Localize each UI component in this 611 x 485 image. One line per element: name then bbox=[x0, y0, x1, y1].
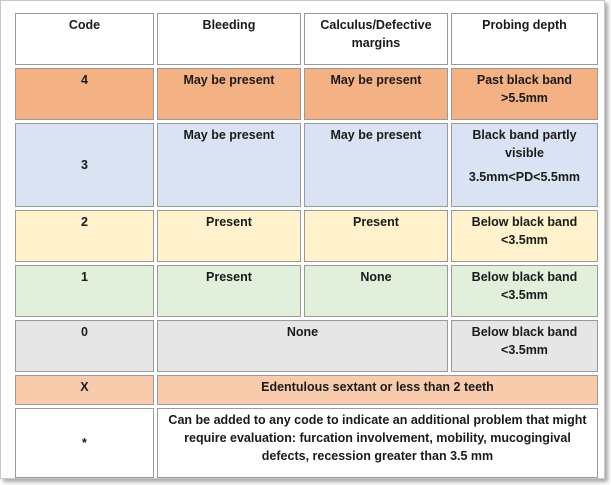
probing-line-2: <3.5mm bbox=[501, 288, 548, 302]
probing-line-2: >5.5mm bbox=[501, 91, 548, 105]
probing-line-1: Below black band bbox=[471, 215, 578, 229]
bleeding-calculus-cell: None bbox=[157, 320, 448, 372]
probing-line-2: <3.5mm bbox=[501, 233, 548, 247]
probing-cell bbox=[451, 68, 598, 120]
code-cell: * bbox=[15, 408, 154, 478]
code-cell: 1 bbox=[15, 265, 154, 317]
table-row-code-2 bbox=[15, 210, 598, 262]
bleeding-cell: Present bbox=[157, 210, 301, 262]
probing-line-2: <3.5mm bbox=[501, 343, 548, 357]
calculus-cell: Present bbox=[304, 210, 448, 262]
code-cell: 0 bbox=[15, 320, 154, 372]
probing-line-1: Below black band bbox=[471, 270, 578, 284]
table-row-code-1 bbox=[15, 265, 598, 317]
header-calculus: Calculus/Defective margins bbox=[304, 13, 448, 65]
description-cell: Can be added to any code to indicate an additional problem that might require evaluation: furcation involvement, mobility, mucogingival defects, recession greater than 3.5 mm bbox=[157, 408, 598, 478]
probing-line-1: Past black band bbox=[476, 73, 573, 87]
header-row bbox=[15, 13, 598, 65]
table-row-code-0 bbox=[15, 320, 598, 372]
header-probing-depth: Probing depth bbox=[451, 13, 598, 65]
description-cell: Edentulous sextant or less than 2 teeth bbox=[157, 375, 598, 405]
bpe-code-table bbox=[12, 10, 601, 481]
calculus-cell: None bbox=[304, 265, 448, 317]
bleeding-cell: May be present bbox=[157, 68, 301, 120]
probing-line-1: Below black band bbox=[471, 325, 578, 339]
code-cell: 2 bbox=[15, 210, 154, 262]
probing-cell bbox=[451, 320, 598, 372]
code-cell: 4 bbox=[15, 68, 154, 120]
table-row-code-star bbox=[15, 408, 598, 478]
probing-cell bbox=[451, 210, 598, 262]
table-row-code-4 bbox=[15, 68, 598, 120]
code-cell: X bbox=[15, 375, 154, 405]
table-row-code-x bbox=[15, 375, 598, 405]
code-cell: 3 bbox=[15, 123, 154, 207]
probing-cell bbox=[451, 265, 598, 317]
probing-cell bbox=[451, 123, 598, 207]
calculus-cell: May be present bbox=[304, 123, 448, 207]
table-row-code-3 bbox=[15, 123, 598, 207]
calculus-cell: May be present bbox=[304, 68, 448, 120]
header-bleeding: Bleeding bbox=[157, 13, 301, 65]
header-code: Code bbox=[15, 13, 154, 65]
probing-line-1: Black band partly visible bbox=[472, 128, 577, 160]
probing-line-2: 3.5mm<PD<5.5mm bbox=[468, 170, 581, 184]
bleeding-cell: May be present bbox=[157, 123, 301, 207]
bleeding-cell: Present bbox=[157, 265, 301, 317]
